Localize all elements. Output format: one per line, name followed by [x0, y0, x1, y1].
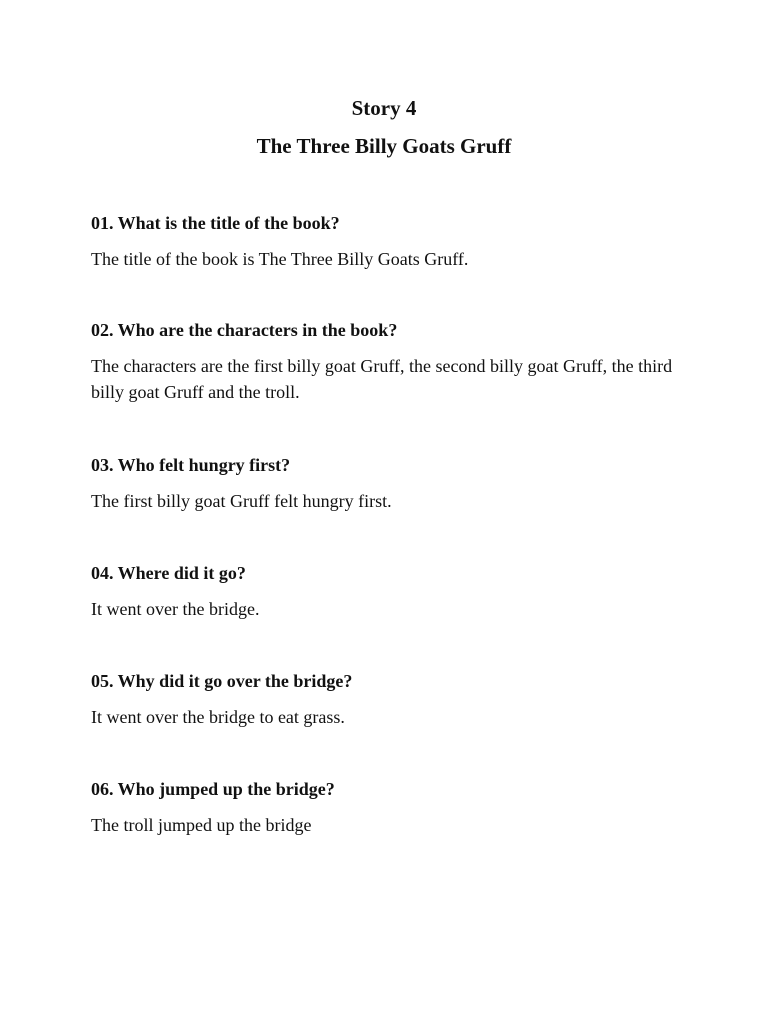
question-text: 04. Where did it go?	[91, 563, 246, 583]
answer-text: The title of the book is The Three Billy Goats Gruff.	[91, 249, 469, 269]
question-block-5	[91, 670, 691, 730]
question-text: 05. Why did it go over the bridge?	[91, 671, 353, 691]
question-block-3	[91, 454, 691, 514]
question-text: 06. Who jumped up the bridge?	[91, 779, 335, 799]
question-text: 01. What is the title of the book?	[91, 213, 340, 233]
question-text: 02. Who are the characters in the book?	[91, 320, 398, 340]
answer-text: It went over the bridge to eat grass.	[91, 707, 345, 727]
question-block-4	[91, 562, 691, 622]
answer-text: It went over the bridge.	[91, 599, 260, 619]
question-text: 03. Who felt hungry first?	[91, 455, 291, 475]
story-number: Story 4	[351, 96, 417, 120]
question-block-6	[91, 778, 691, 838]
page-title: The Three Billy Goats Gruff	[256, 134, 512, 158]
answer-text: The troll jumped up the bridge	[91, 815, 312, 835]
question-block-1	[91, 212, 691, 272]
question-block-2	[91, 319, 691, 405]
answer-text: The characters are the first billy goat Gruff, the second billy goat Gruff, the third billy goat Gruff and the troll.	[91, 356, 673, 402]
answer-text: The first billy goat Gruff felt hungry first.	[91, 491, 392, 511]
